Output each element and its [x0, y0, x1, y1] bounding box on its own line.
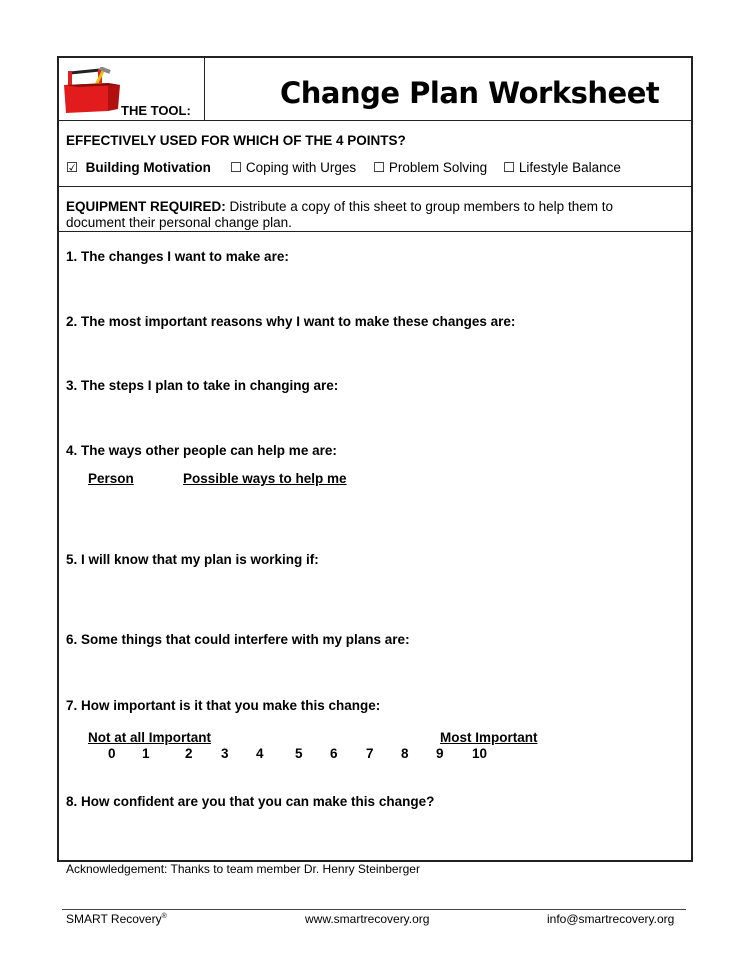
- equipment-line-2: document their personal change plan.: [66, 215, 292, 230]
- scale-8[interactable]: 8: [401, 746, 409, 761]
- scale-0[interactable]: 0: [108, 746, 116, 761]
- tool-label: THE TOOL:: [121, 103, 191, 118]
- option-coping-with-urges[interactable]: [230, 160, 356, 176]
- divider: [57, 120, 691, 121]
- scale-2[interactable]: 2: [185, 746, 193, 761]
- acknowledgement: Acknowledgement: Thanks to team member Dr. Henry Steinberger: [66, 862, 420, 876]
- question-7: 7. How important is it that you make this change:: [66, 698, 381, 713]
- scale-7[interactable]: 7: [366, 746, 374, 761]
- question-5: 5. I will know that my plan is working if:: [66, 552, 319, 567]
- equipment-line-1: [66, 199, 613, 214]
- toolbox-icon: [64, 67, 126, 119]
- checkbox-icon: ☐: [373, 160, 386, 175]
- question-6: 6. Some things that could interfere with my plans are:: [66, 632, 410, 647]
- scale-low-label: Not at all Important: [88, 730, 212, 745]
- scale-5[interactable]: 5: [295, 746, 303, 761]
- scale-3[interactable]: 3: [221, 746, 229, 761]
- checkbox-icon: ☐: [503, 160, 516, 175]
- option-building-motivation[interactable]: [66, 160, 211, 176]
- checkbox-icon: ☐: [230, 160, 243, 175]
- footer-brand: [66, 912, 167, 926]
- option-problem-solving[interactable]: [373, 160, 487, 176]
- divider: [57, 231, 691, 232]
- option-label: Coping with Urges: [245, 160, 357, 175]
- question-3: 3. The steps I plan to take in changing are:: [66, 378, 339, 393]
- footer-rule: [62, 909, 686, 910]
- divider: [57, 186, 691, 187]
- page-title: Change Plan Worksheet: [280, 76, 660, 110]
- question-8: 8. How confident are you that you can make this change?: [66, 794, 435, 809]
- scale-6[interactable]: 6: [330, 746, 338, 761]
- scale-1[interactable]: 1: [142, 746, 150, 761]
- scale-high-label: Most Important: [440, 730, 538, 745]
- scale-4[interactable]: 4: [256, 746, 264, 761]
- equipment-text: Distribute a copy of this sheet to group members to help them to: [225, 199, 613, 214]
- option-label: Building Motivation: [85, 160, 211, 175]
- ways-column-header: Possible ways to help me: [183, 471, 347, 486]
- option-lifestyle-balance[interactable]: [503, 160, 621, 176]
- scale-10[interactable]: 10: [472, 746, 488, 761]
- registered-mark: ®: [161, 913, 167, 920]
- question-1: 1. The changes I want to make are:: [66, 249, 289, 264]
- footer-email[interactable]: info@smartrecovery.org: [547, 912, 675, 926]
- header-divider: [204, 56, 205, 120]
- points-question: EFFECTIVELY USED FOR WHICH OF THE 4 POINTS?: [66, 133, 406, 148]
- person-column-header: Person: [88, 471, 134, 486]
- question-4: 4. The ways other people can help me are:: [66, 443, 337, 458]
- option-label: Problem Solving: [388, 160, 488, 175]
- footer-website[interactable]: www.smartrecovery.org: [305, 912, 430, 926]
- equipment-label: EQUIPMENT REQUIRED:: [66, 199, 226, 214]
- brand-name: SMART Recovery: [66, 912, 162, 926]
- scale-9[interactable]: 9: [436, 746, 444, 761]
- option-label: Lifestyle Balance: [518, 160, 621, 175]
- question-2: 2. The most important reasons why I want to make these changes are:: [66, 314, 516, 329]
- checked-box-icon: ☑: [66, 160, 79, 175]
